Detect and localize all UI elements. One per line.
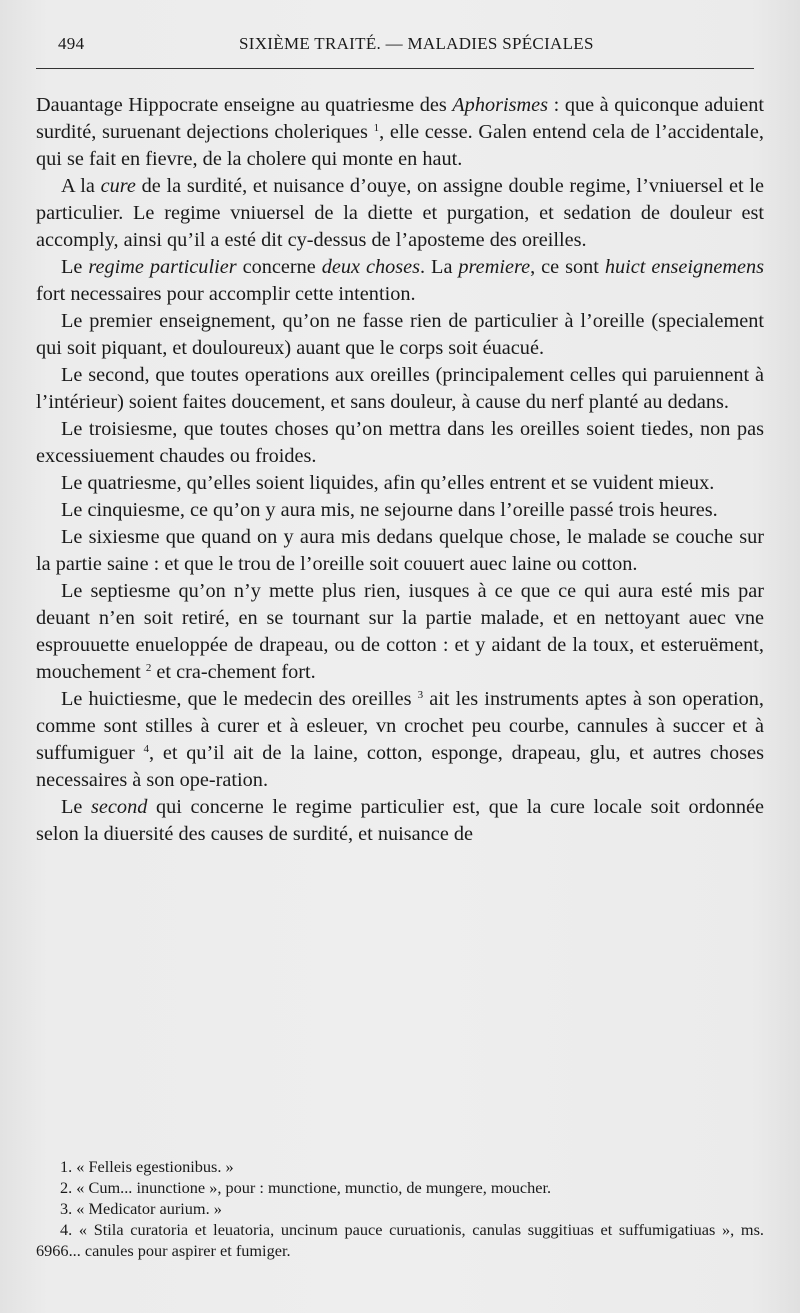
footnotes bbox=[36, 1156, 764, 1261]
paragraph-8: Le cinquiesme, ce qu’on y aura mis, ne sejourne dans l’oreille passé trois heures. bbox=[61, 499, 718, 521]
paragraph-2: A la cure de la surdité, et nuisance d’ouye, on assigne double regime, l’vniuersel et le particulier. Le regime vniuersel de la diette et purgation, et sedation de douleur est accomply, ainsi qu’il a esté dit cy-dessus de l’aposteme des oreilles. bbox=[36, 175, 764, 251]
running-title: SIXIÈME TRAITÉ. — MALADIES SPÉCIALES bbox=[239, 34, 594, 53]
paragraph-7: Le quatriesme, qu’elles soient liquides, afin qu’elles entrent et se vuident mieux. bbox=[61, 472, 715, 494]
running-header bbox=[36, 34, 754, 62]
footnote-4: 4. « Stila curatoria et leuatoria, uncinum pauce curuationis, canulas suggitiuas et suffumigatiuas », ms. 6966... canules pour aspirer et fumiger. bbox=[36, 1220, 764, 1260]
paragraph-4: Le premier enseignement, qu’on ne fasse rien de particulier à l’oreille (specialement qui soit piquant, et douloureux) auant que le corps soit éuacué. bbox=[36, 310, 764, 359]
footnote-1: 1. « Felleis egestionibus. » bbox=[60, 1157, 234, 1176]
paragraph-12: Le second qui concerne le regime particulier est, que la cure locale soit ordonnée selon la diuersité des causes de surdité, et nuisance de bbox=[36, 796, 764, 845]
footnote-ref-4: 4 bbox=[143, 743, 150, 755]
paragraph-3: Le regime particulier concerne deux choses. La premiere, ce sont huict enseignemens fort necessaires pour accomplir cette intention. bbox=[36, 256, 765, 305]
main-text bbox=[36, 92, 764, 848]
header-rule bbox=[36, 68, 754, 69]
paragraph-10: Le septiesme qu’on n’y mette plus rien, iusques à ce que ce qui aura esté mis par deuant n’en soit retiré, en se tournant sur la partie malade, et en nettoyant auec vne esprouuette enueloppée de drapeau, ou de cotton : et y aidant de la toux, et esteruëment, mouchement $^2$ et cra-chement fort. bbox=[36, 580, 764, 683]
paragraph-1: Dauantage Hippocrate enseigne au quatriesme des Aphorismes : que à quiconque aduient surdité, suruenant dejections choleriques $^1$, elle cesse. Galen entend cela de l’accidentale, qui se fait en fievre, de la cholere qui monte en haut. bbox=[36, 94, 765, 170]
page-number: 494 bbox=[58, 34, 85, 53]
footnote-ref-1: 1 bbox=[373, 122, 380, 134]
paragraph-9: Le sixiesme que quand on y aura mis dedans quelque chose, le malade se couche sur la partie saine : et que le trou de l’oreille soit couuert auec laine ou cotton. bbox=[36, 526, 764, 575]
footnote-ref-2: 2 bbox=[145, 662, 152, 674]
paragraph-11: Le huictiesme, que le medecin des oreilles $^3$ ait les instruments aptes à son operation, comme sont stilles à curer et à esleuer, vn crochet peu courbe, cannules à succer et à suffumiguer $^4$, et qu’il ait de la laine, cotton, esponge, drapeau, glu, et autres choses necessaires à son ope-ration. bbox=[36, 688, 764, 791]
paragraph-5: Le second, que toutes operations aux oreilles (principalement celles qui paruiennent à l’intérieur) soient faites doucement, et sans douleur, à cause du nerf planté au dedans. bbox=[36, 364, 764, 413]
footnote-2: 2. « Cum... inunctione », pour : munctione, munctio, de mungere, moucher. bbox=[60, 1178, 552, 1197]
footnote-3: 3. « Medicator aurium. » bbox=[60, 1199, 222, 1218]
footnote-ref-3: 3 bbox=[417, 689, 424, 701]
paragraph-6: Le troisiesme, que toutes choses qu’on mettra dans les oreilles soient tiedes, non pas excessiuement chaudes ou froides. bbox=[36, 418, 764, 467]
